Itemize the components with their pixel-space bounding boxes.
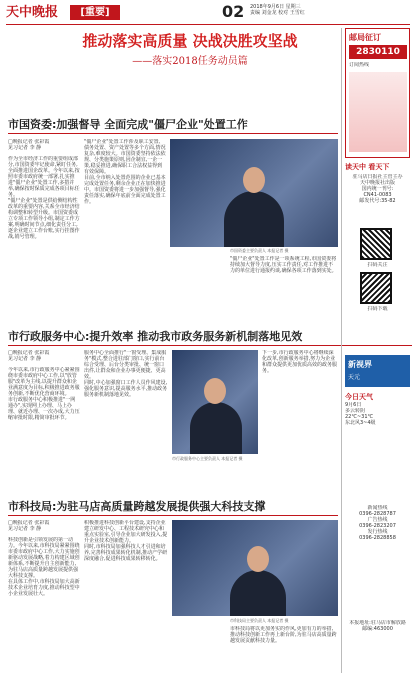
article-3-col-3: 市科技局将以更加务实的作风,更加有力的举措,推动科技创新工作再上新台阶,为驻马店高质量跨越发展贡献科技力量。 xyxy=(230,626,337,644)
sidebar-subscribe-title: 邮局征订 xyxy=(349,33,381,42)
editor-text: 责编 刘金龙 校对 王雪红 xyxy=(250,10,305,16)
article-1-caption: 市国资委主要负责人 本报记者 摄 xyxy=(230,248,289,253)
sidebar-ad[interactable] xyxy=(345,355,410,387)
banner-headline: 推动落实高质量 决战决胜攻坚战 xyxy=(82,32,298,50)
article-3-col-1: 科技创新是引领发展的第一动力。今年以来,市科技局紧紧围绕市委市政府中心工作,大力实施创新驱动发展战略,着力构建区域创新体系,不断提升自主创新能力,为驻马店高质量跨越发展提供强大科技支撑。 在具体工作中,市科技局加大高新技术企业培育力度,推动科技型中小企业发展壮大。 xyxy=(8,537,80,597)
masthead-logo: 天中晚报 xyxy=(6,4,68,21)
article-3-title: 市科技局:为驻马店高质量跨越发展提供强大科技支撑 xyxy=(8,500,266,513)
article-2-caption: 市行政服务中心主要负责人 本报记者 摄 xyxy=(172,456,243,461)
page-number: 02 xyxy=(222,2,245,21)
sidebar-qr-code-1[interactable] xyxy=(360,228,392,260)
header-divider xyxy=(6,24,410,25)
date-text: 2018年9月6日 星期三 xyxy=(250,4,301,10)
sidebar-ad-sub: 天元 xyxy=(348,374,361,381)
sidebar-publisher: 驻马店日报社主管主办 天中晚报社出版 国内统一刊号: CN41-0083 邮发代号:35-82 xyxy=(352,174,403,204)
banner-subtitle: ——落实2018任务动员篇 xyxy=(132,56,248,67)
article-3-rule xyxy=(8,515,338,516)
article-2-rule xyxy=(8,345,412,346)
sidebar-divider xyxy=(341,28,342,673)
sidebar-qr-code-2[interactable] xyxy=(360,272,392,304)
sidebar-ad-title: 新视界 xyxy=(348,360,372,369)
sidebar-notice: 本报地址:驻马店市解放路 邮编:463000 xyxy=(349,620,406,632)
article-1-rule xyxy=(8,133,338,134)
article-2-byline: □晚报记者 张彩霞 见习记者 李 静 xyxy=(8,350,50,362)
article-2-col-3: 下一步,市行政服务中心将继续深化改革,创新服务举措,努力为企业和群众提供更加优质高效的政务服务。 xyxy=(262,350,338,374)
sidebar-hotline: 订阅热线 xyxy=(349,62,370,68)
article-3-col-2: 积极推进科技创新平台建设,支持企业建立研发中心、工程技术研究中心和重点实验室,引导企业加大研发投入,提升企业技术创新能力。 同时,市科技局加强科技人才引进和培养,完善科技成果转化机制,推动产学研深度融合,促进科技成果转移转化。 xyxy=(84,520,168,562)
sidebar-qr-label-1: 扫码关注 xyxy=(367,262,388,268)
weather-date: 9月6日 xyxy=(345,402,362,408)
sidebar-subscribe-box xyxy=(345,28,410,158)
article-1-col-2: "僵尸企业"处置工作涉及职工安置、债务处置、资产处置等多个方面,情况复杂,难度较大。市国资委坚持依法依规、分类施策原则,因企制宜,一企一策,稳妥推进,确保职工合法权益得到有效保障。 目前,全市纳入处置范围的企业已基本完成处置任务,剩余企业正在加快推进中。市国资委将进一步加强督导,强化责任落实,确保年底前全面完成处置工作。 xyxy=(84,139,166,205)
sidebar-slogan: 读天中 看天下 xyxy=(345,163,390,171)
article-2-col-2: 服务中心全面推行"一窗受理、集成服务"模式,整合进驻部门窗口,实行前台综合受理、后台分类审批、统一窗口出件,让群众和企业办事更便捷、更高效。 同时,中心加强窗口工作人员作风建设,强化服务意识,提高服务水平,推动政务服务新机制落地见效。 xyxy=(84,350,168,398)
weather-title: 今日天气 xyxy=(345,393,373,401)
section-badge: [重要] xyxy=(70,5,120,20)
article-1-title: 市国资委:加强督导 全面完成"僵尸企业"处置工作 xyxy=(8,118,248,131)
article-2-col-1: 今年以来,市行政服务中心紧紧围绕市委市政府中心工作,以"放管服"改革为主线,以提升群众和企业满意度为目标,积极推进政务服务创新,不断优化营商环境。 市行政服务中心积极推进"一网通办",实现网上办理、马上办理、就近办理、一次办成,大力压缩审批时限,精简审批环节。 xyxy=(8,367,80,421)
sidebar-phone: 2830110 xyxy=(349,45,407,59)
sidebar-contacts: 新闻热线 0396-2828787 广告热线 0396-2823207 发行热线 0396-2828858 xyxy=(359,505,396,541)
article-1-col-1: 作为全市经济工作的重要组成部分,市国资委牢记使命,紧盯任务,全面推进国企改革。今年以来,按照市委市政府统一部署,扎实推进"僵尸企业"处置工作,多措并举,确保按时保质完成各项目标任务。 "僵尸企业"处置是供给侧结构性改革的重要内容,关系全市经济结构调整和转型升级。市国资委成立专项工作领导小组,制定工作方案,明确时间节点,细化责任分工,逐企业建立工作台账,实行挂图作战,销号管理。 xyxy=(8,156,80,240)
sidebar-weather xyxy=(345,392,410,426)
banner xyxy=(45,30,335,70)
sidebar-subscribe-graphic xyxy=(349,72,407,152)
article-1-col-3: "僵尸企业"处置工作是一项系统工程,市国资委将持续加大督导力度,压实工作责任,对工作推进不力的单位进行通报约谈,确保各项工作落到实处。 xyxy=(230,256,337,274)
article-2-title: 市行政服务中心:提升效率 推动我市政务服务新机制落地见效 xyxy=(8,330,303,343)
article-1-photo xyxy=(170,139,338,247)
sidebar-qr-label-2: 扫码下载 xyxy=(367,306,388,312)
article-2-photo xyxy=(172,350,258,454)
weather-text: 多云转阴 22℃~31℃ 东北风3~4级 xyxy=(345,408,376,426)
article-3-byline: □晚报记者 张彩霞 见习记者 李 静 xyxy=(8,520,50,532)
date-line xyxy=(250,4,305,16)
article-3-caption: 市科技局主要负责人 本报记者 摄 xyxy=(230,618,289,623)
article-3-photo xyxy=(172,520,338,616)
article-1-byline: □晚报记者 张彩霞 见习记者 李 静 xyxy=(8,139,50,151)
